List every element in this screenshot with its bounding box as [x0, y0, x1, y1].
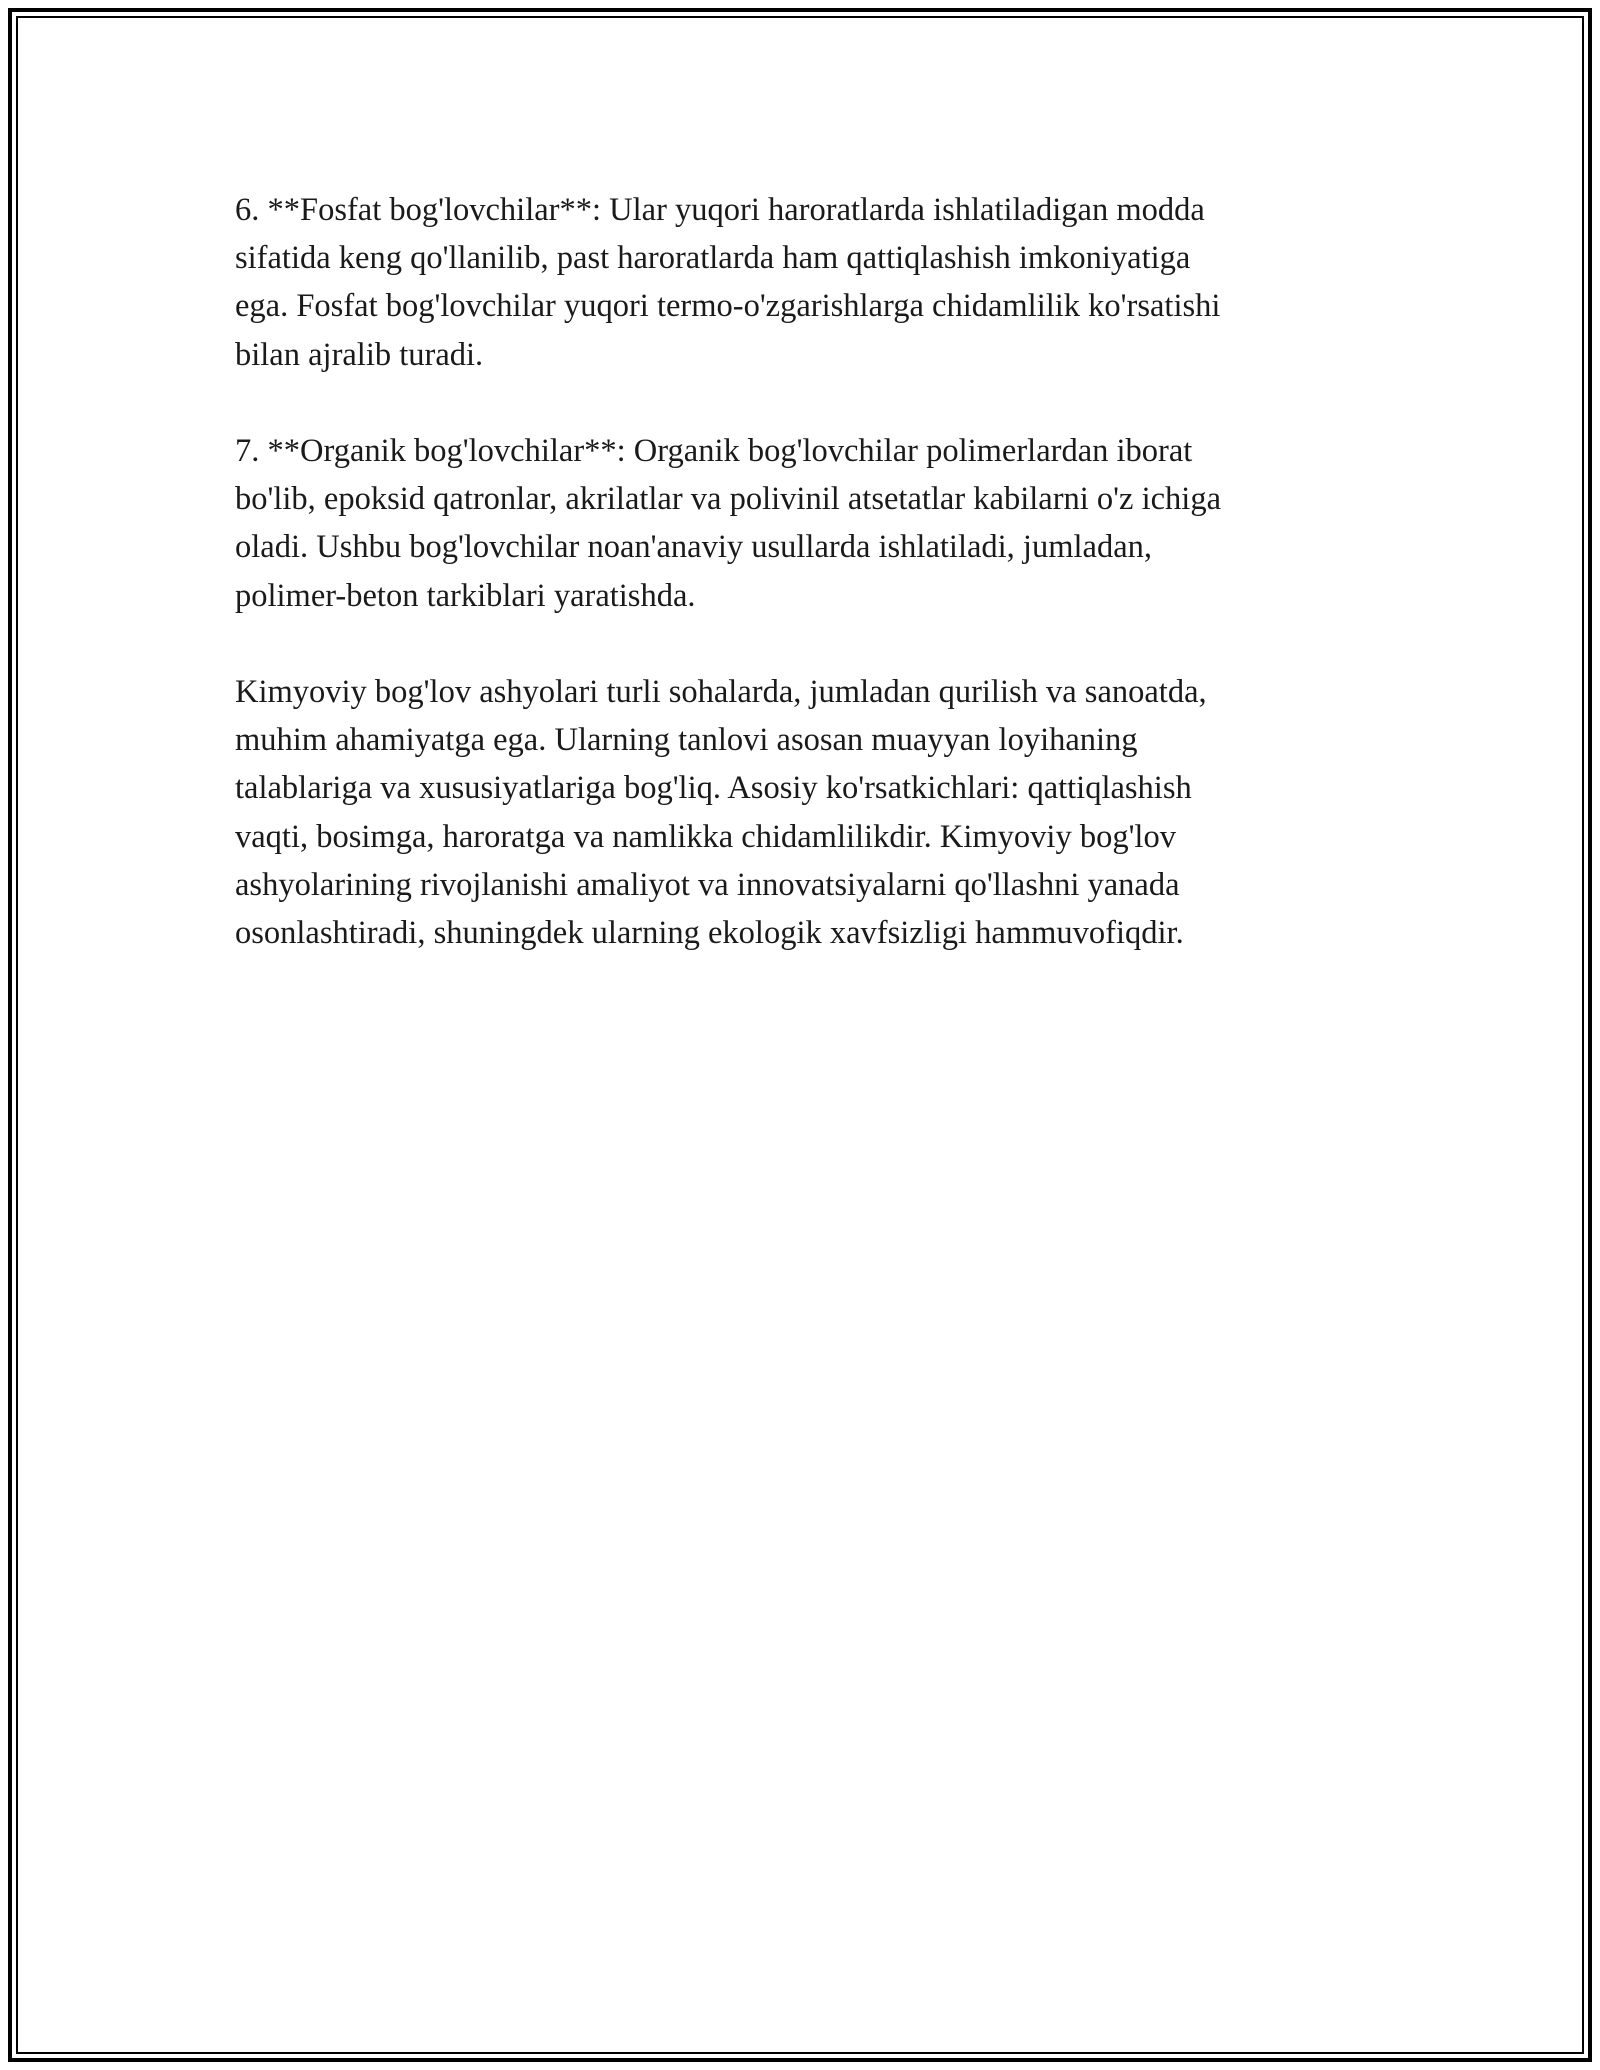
document-body — [235, 186, 1375, 1005]
text-line: vaqti, bosimga, haroratga va namlikka chidamlilikdir. Kimyoviy bog'lov — [235, 818, 1176, 855]
text-line: muhim ahamiyatga ega. Ularning tanlovi asosan muayyan loyihaning — [235, 722, 1138, 759]
text-line: Kimyoviy bog'lov ashyolari turli sohalarda, jumladan qurilish va sanoatda, — [235, 674, 1207, 710]
text-line: 6. **Fosfat bog'lovchilar**: Ular yuqori haroratlarda ishlatiladigan modda — [235, 192, 1205, 228]
paragraph-summary — [235, 668, 1375, 957]
text-line: ashyolarining rivojlanishi amaliyot va innovatsiyalarni qo'llashni yanada — [235, 866, 1180, 903]
text-line: ega. Fosfat bog'lovchilar yuqori termo-o'zgarishlarga chidamlilik ko'rsatishi — [235, 288, 1221, 325]
text-line: 7. **Organik bog'lovchilar**: Organik bog'lovchilar polimerlardan iborat — [235, 433, 1193, 469]
text-line: bilan ajralib turadi. — [235, 336, 484, 373]
text-line: oladi. Ushbu bog'lovchilar noan'anaviy usullarda ishlatiladi, jumladan, — [235, 529, 1152, 566]
text-line: sifatida keng qo'llanilib, past haroratlarda ham qattiqlashish imkoniyatiga — [235, 240, 1191, 277]
text-line: talablariga va xususiyatlariga bog'liq. Asosiy ko'rsatkichlari: qattiqlashish — [235, 770, 1192, 807]
text-line: bo'lib, epoksid qatronlar, akrilatlar va polivinil atsetatlar kabilarni o'z ichiga — [235, 481, 1221, 518]
text-line: osonlashtiradi, shuningdek ularning ekologik xavfsizligi hammuvofiqdir. — [235, 915, 1184, 952]
paragraph-fosfat — [235, 186, 1375, 379]
paragraph-organik — [235, 427, 1375, 620]
text-line: polimer-beton tarkiblari yaratishda. — [235, 577, 696, 614]
